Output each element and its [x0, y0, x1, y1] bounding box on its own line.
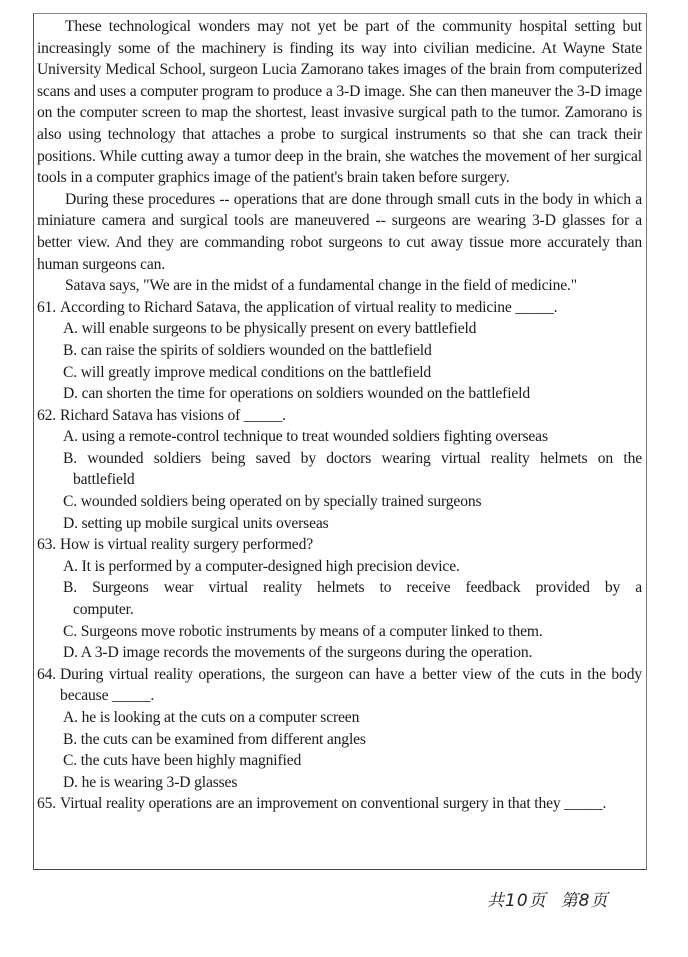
option-c: C. wounded soldiers being operated on by specially trained surgeons — [63, 493, 482, 511]
option-a: A. It is performed by a computer-designed high precision device. — [63, 557, 460, 575]
current-page-text: 第8页 — [560, 891, 609, 911]
question-65 — [37, 793, 642, 815]
passage-paragraph-3: Satava says, "We are in the midst of a fundamental change in the field of medicine." — [65, 277, 577, 295]
option-b: B. the cuts can be examined from different angles — [63, 730, 366, 748]
option-c: C. Surgeons move robotic instruments by means of a computer linked to them. — [63, 622, 543, 640]
question-63 — [37, 534, 642, 664]
passage-paragraph-1: These technological wonders may not yet be part of the community hospital setting but increasingly some of the machinery is finding its way into civilian medicine. At Wayne State University Medical School, surgeon Lucia Zamorano takes images of the brain from computerized scans and uses a computer program to produce a 3-D image. She can then maneuver the 3-D image on the computer screen to map the shortest, least invasive surgical path to the tumor. Zamorano is also using technology that attaches a probe to surgical instruments so that she can track their positions. While cutting away a tumor deep in the brain, she watches the movement of her surgical tools in a computer graphics image of the patient's brain taken before surgery. — [37, 18, 642, 187]
question-62 — [37, 405, 642, 535]
option-d: D. can shorten the time for operations on soldiers wounded on the battlefield — [63, 385, 530, 403]
option-d: D. he is wearing 3-D glasses — [63, 773, 238, 791]
question-61 — [37, 297, 642, 405]
question-stem: How is virtual reality surgery performed? — [60, 536, 313, 554]
question-number: 63. — [37, 536, 57, 554]
question-number: 61. — [37, 298, 57, 316]
total-pages-text: 共10页 — [487, 891, 547, 911]
option-a: A. using a remote-control technique to treat wounded soldiers fighting overseas — [63, 428, 548, 446]
option-d: D. setting up mobile surgical units overseas — [63, 514, 329, 532]
question-stem: Richard Satava has visions of _____. — [60, 406, 286, 424]
question-stem: According to Richard Satava, the application of virtual reality to medicine _____. — [60, 298, 558, 316]
question-stem: Virtual reality operations are an improvement on conventional surgery in that they _____. — [60, 795, 607, 813]
option-a: A. will enable surgeons to be physically present on every battlefield — [63, 320, 477, 338]
handwritten-page-note — [487, 886, 608, 911]
option-b: B. can raise the spirits of soldiers wounded on the battlefield — [63, 341, 432, 359]
question-stem: During virtual reality operations, the surgeon can have a better view of the cuts in the body because _____. — [60, 665, 642, 705]
option-b-continuation: battlefield — [73, 471, 135, 489]
option-b: B. wounded soldiers being saved by doctors wearing virtual reality helmets on the — [63, 449, 642, 467]
document-content — [37, 16, 642, 815]
option-b: B. Surgeons wear virtual reality helmets to receive feedback provided by a — [63, 579, 643, 597]
option-b-continuation: computer. — [73, 601, 134, 619]
option-d: D. A 3-D image records the movements of the surgeons during the operation. — [63, 644, 533, 662]
option-a: A. he is looking at the cuts on a computer screen — [63, 709, 360, 726]
option-c: C. the cuts have been highly magnified — [63, 752, 302, 770]
question-64 — [37, 664, 642, 794]
question-number: 64. — [37, 665, 57, 683]
option-c: C. will greatly improve medical conditions on the battlefield — [63, 363, 432, 381]
passage-paragraph-2: During these procedures -- operations that are done through small cuts in the body in which a miniature camera and surgical tools are maneuvered -- surgeons are wearing 3-D glasses for a better view. And they are commanding robot surgeons to cut away tissue more accurately than human surgeons can. — [37, 190, 642, 273]
question-number: 65. — [37, 795, 57, 813]
question-number: 62. — [37, 406, 57, 424]
